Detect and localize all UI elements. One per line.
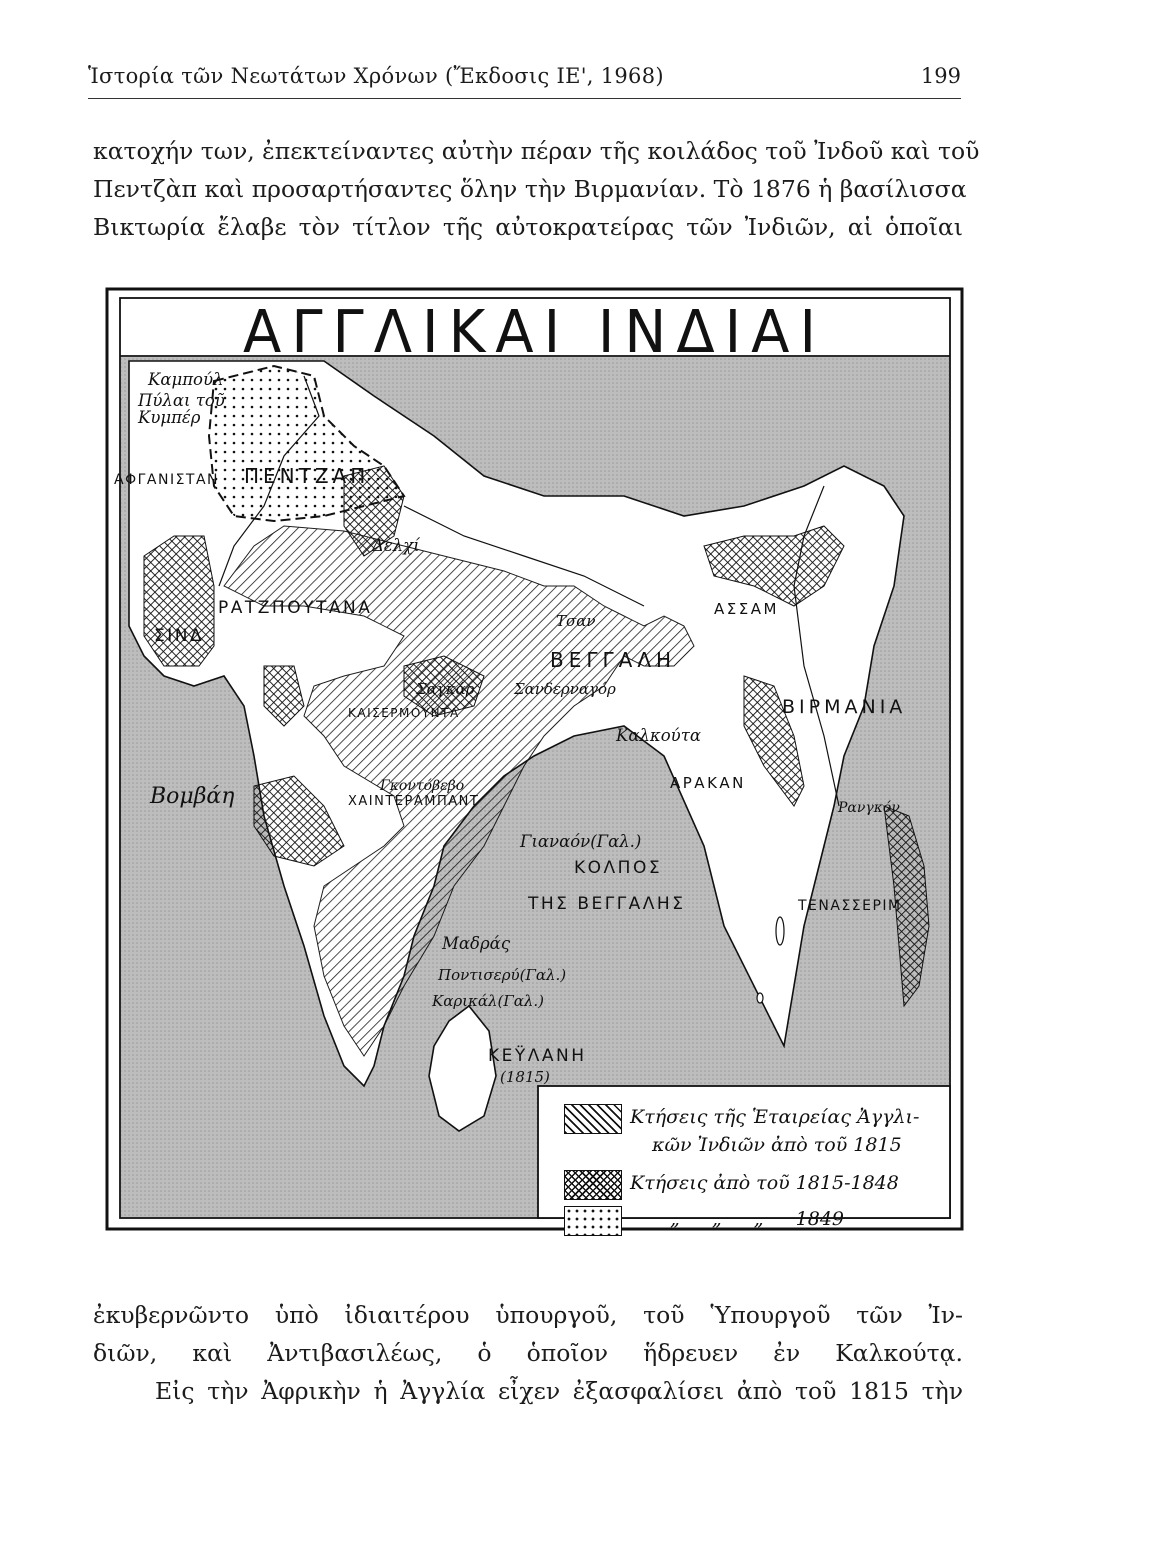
legend-text-1849: „ „ „ 1849 bbox=[670, 1208, 845, 1230]
label-tsan: Τσαν bbox=[556, 612, 596, 630]
top-paragraph-line-3: Βικτωρία ἔλαβε τὸν τίτλον τῆς αὐτοκρατείρας τῶν Ἰνδιῶν, αἱ ὁποῖαι bbox=[93, 213, 963, 241]
legend-text-1815-1848: Κτήσεις ἀπὸ τοῦ 1815-1848 bbox=[630, 1172, 899, 1194]
label-afghanistan: ΑΦΓΑΝΙΣΤΑΝ bbox=[114, 472, 220, 488]
page-header bbox=[88, 62, 961, 96]
top-paragraph-line-1: κατοχήν των, ἐπεκτείναντες αὐτὴν πέραν τῆς κοιλάδος τοῦ Ἰνδοῦ καὶ τοῦ bbox=[93, 137, 980, 165]
label-pondicherry: Ποντισερύ(Γαλ.) bbox=[438, 966, 567, 984]
andaman-island bbox=[776, 917, 784, 945]
label-calcutta: Καλκούτα bbox=[616, 726, 701, 745]
label-yanaon: Γιαναόν(Γαλ.) bbox=[520, 832, 642, 851]
label-delhi: Δελχί bbox=[372, 536, 420, 555]
bottom-paragraph-line-3: Εἰς τὴν Ἀφρικὴν ἡ Ἀγγλία εἶχεν ἐξασφαλίσει ἀπὸ τοῦ 1815 τὴν bbox=[155, 1377, 963, 1405]
label-bay-line-1: ΚΟΛΠΟΣ bbox=[574, 858, 663, 878]
label-kabul: Καμπούλ bbox=[148, 370, 224, 389]
label-kaisermountouta: ΚΑΙΣΕΡΜΟΥΝΤΑ bbox=[348, 706, 460, 720]
label-ceylon-year: (1815) bbox=[500, 1068, 550, 1086]
label-assam: ΑΣΣΑΜ bbox=[714, 600, 779, 618]
label-ceylon: ΚΕΫΛΑΝΗ bbox=[488, 1046, 587, 1066]
label-sindh: ΣΙΝΔ bbox=[154, 626, 205, 646]
label-rangoon: Ρανγκόν bbox=[838, 800, 900, 816]
label-tenasserim: ΤΕΝΑΣΣΕΡΙΜ bbox=[798, 898, 902, 914]
top-paragraph bbox=[93, 132, 980, 246]
bottom-paragraph bbox=[93, 1296, 963, 1410]
top-paragraph-line-2: Πεντζὰπ καὶ προσαρτήσαντες ὅλην τὴν Βιρμανίαν. Τὸ 1876 ἡ βασίλισσα bbox=[93, 175, 967, 203]
legend-text-pre-1815-line-1: Κτήσεις τῆς Ἑταιρείας Ἀγγλι- bbox=[630, 1106, 920, 1128]
label-bengal: ΒΕΓΓΑΛΗ bbox=[550, 648, 677, 672]
label-karikal: Καρικάλ(Γαλ.) bbox=[432, 992, 545, 1010]
label-gkontovevo: Γκοντόβεβο bbox=[380, 778, 465, 794]
region-sindh-1843 bbox=[144, 536, 214, 666]
map-title: ΑΓΓΛΙΚΑΙ ΙΝΔΙΑΙ bbox=[243, 298, 826, 367]
header-rule bbox=[88, 98, 961, 99]
label-khyber: Πύλαι τοῦ Κυμπέρ bbox=[138, 391, 225, 427]
legend-swatch-hatch bbox=[564, 1104, 622, 1134]
bottom-paragraph-line-1: ἐκυβερνῶντο ὑπὸ ἰδιαιτέρου ὑπουργοῦ, τοῦ Ὑπουργοῦ τῶν Ἰν- bbox=[93, 1301, 963, 1329]
label-hyderabad: ΧΑΙΝΤΕΡΑΜΠΑΝΤ bbox=[348, 794, 480, 809]
label-punjab: ΠΕΝΤΖΑΠ bbox=[244, 464, 370, 488]
legend-swatch-dots bbox=[564, 1206, 622, 1236]
nicobar-island bbox=[757, 993, 763, 1003]
label-arakan: ΑΡΑΚΑΝ bbox=[670, 774, 746, 792]
label-bombay: Βομβάη bbox=[150, 784, 235, 809]
page-number: 199 bbox=[920, 64, 961, 88]
label-burma: ΒΙΡΜΑΝΙΑ bbox=[782, 696, 907, 718]
label-sagar: Σαγκάρ bbox=[416, 680, 475, 698]
label-bay-line-2: ΤΗΣ ΒΕΓΓΑΛΗΣ bbox=[528, 894, 686, 914]
running-header-title: Ἱστορία τῶν Νεωτάτων Χρόνων (Ἔκδοσις ΙΕ', 1968) bbox=[88, 64, 664, 88]
label-madras: Μαδράς bbox=[442, 934, 511, 953]
legend-text-pre-1815-line-2: κῶν Ἰνδιῶν ἀπὸ τοῦ 1815 bbox=[652, 1134, 902, 1156]
bottom-paragraph-line-2: διῶν, καὶ Ἀντιβασιλέως, ὁ ὁποῖον ἥδρευεν ἐν Καλκούτᾳ. bbox=[93, 1339, 963, 1367]
label-rajputana: ΡΑΤΖΠΟΥΤΑΝΑ bbox=[218, 598, 373, 618]
legend-swatch-crosshatch bbox=[564, 1170, 622, 1200]
label-sandernagor: Σανδερναγόρ bbox=[514, 680, 616, 698]
